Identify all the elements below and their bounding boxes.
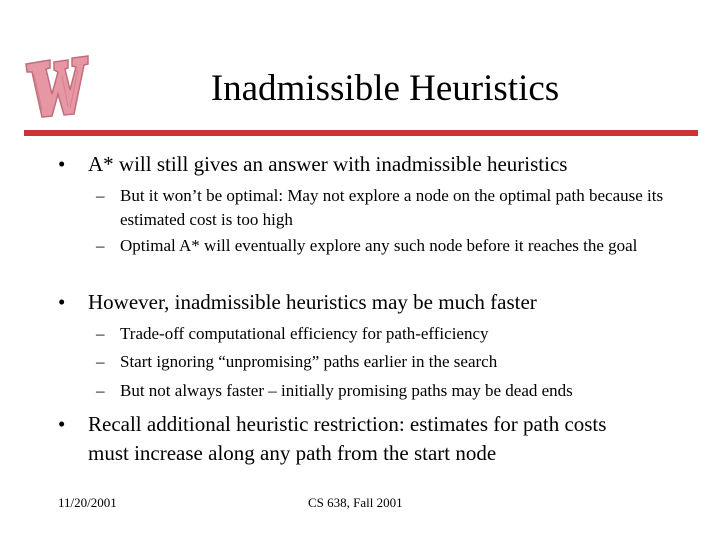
bullet-item — [58, 288, 688, 317]
bullet-icon: • — [58, 412, 66, 436]
dash-icon: – — [96, 186, 105, 205]
bullet-text: However, inadmissible heuristics may be much faster — [88, 290, 537, 314]
footer-course: CS 638, Fall 2001 — [308, 495, 403, 510]
sub-bullet-item — [96, 322, 680, 346]
footer-date: 11/20/2001 — [58, 495, 117, 510]
bullet-icon: • — [58, 152, 66, 176]
sub-bullet-text: Start ignoring “unpromising” paths earlier in the search — [120, 352, 498, 371]
sub-bullet-item — [96, 350, 680, 374]
sub-bullet-item — [96, 184, 680, 232]
slide-title: Inadmissible Heuristics — [210, 68, 560, 109]
sub-bullet-text: Trade-off computational efficiency for path-efficiency — [120, 324, 489, 343]
bullet-item — [58, 150, 688, 179]
bullet-icon: • — [58, 290, 66, 314]
bullet-text: Recall additional heuristic restriction: estimates for path costs must increase along any path from the start node — [88, 412, 607, 465]
bullet-item — [58, 410, 648, 468]
sub-bullet-text: But not always faster – initially promising paths may be dead ends — [120, 381, 573, 400]
dash-icon: – — [96, 352, 105, 371]
bullet-text: A* will still gives an answer with inadmissible heuristics — [88, 152, 568, 176]
wisconsin-w-logo-icon — [20, 50, 92, 124]
sub-bullet-text: Optimal A* will eventually explore any such node before it reaches the goal — [120, 236, 638, 255]
dash-icon: – — [96, 381, 105, 400]
sub-bullet-item — [96, 379, 680, 403]
dash-icon: – — [96, 236, 105, 255]
title-underline-rule — [24, 130, 698, 136]
dash-icon: – — [96, 324, 105, 343]
sub-bullet-text: But it won’t be optimal: May not explore a node on the optimal path because its estimated cost is too high — [120, 186, 664, 229]
sub-bullet-item — [96, 234, 680, 258]
